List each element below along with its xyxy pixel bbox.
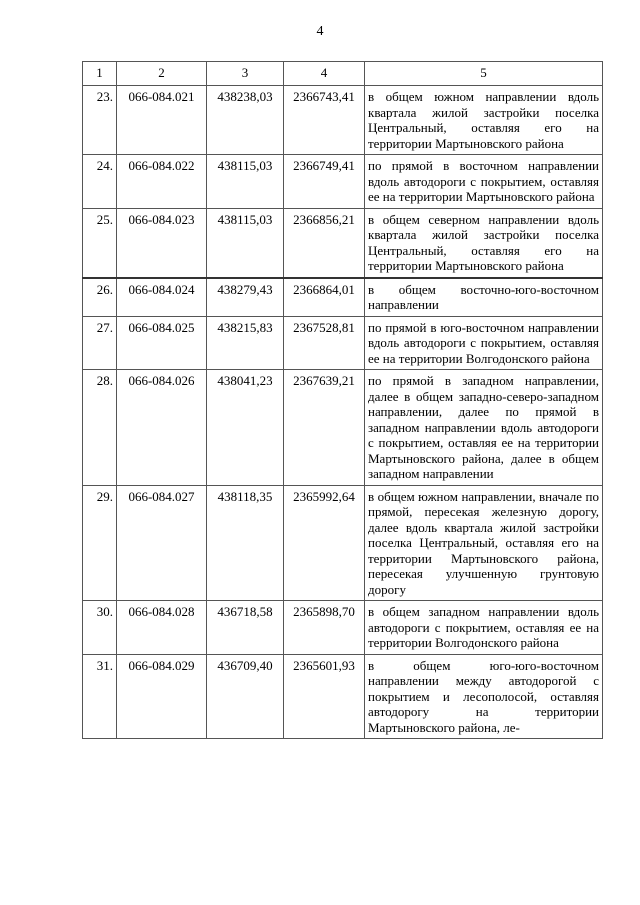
row-number: 31. bbox=[83, 654, 117, 739]
boundary-description: по прямой в юго-восточном направлении вдоль автодороги с покрытием, оставляя ее на территории Волгодонского района bbox=[365, 316, 603, 370]
boundary-points-table bbox=[82, 61, 603, 739]
row-number: 24. bbox=[83, 155, 117, 209]
row-number: 26. bbox=[83, 278, 117, 317]
boundary-description: в общем юго-юго-восточном направлении между автодорогой с покрытием и лесополосой, оставляя автодорогу на территории Мартыновского района, ле- bbox=[365, 654, 603, 739]
coordinate-y: 2366749,41 bbox=[284, 155, 365, 209]
coordinate-y: 2367528,81 bbox=[284, 316, 365, 370]
table-row bbox=[83, 601, 603, 655]
coordinate-x: 438115,03 bbox=[207, 208, 284, 278]
row-number: 27. bbox=[83, 316, 117, 370]
coordinate-x: 438115,03 bbox=[207, 155, 284, 209]
table-header-row bbox=[83, 62, 603, 86]
column-header-x: 3 bbox=[207, 62, 284, 86]
boundary-description: в общем северном направлении вдоль квартала жилой застройки поселка Центральный, оставляя его на территории Мартыновского района bbox=[365, 208, 603, 278]
column-header-number: 1 bbox=[83, 62, 117, 86]
column-header-description: 5 bbox=[365, 62, 603, 86]
table-row bbox=[83, 278, 603, 317]
point-code: 066-084.022 bbox=[117, 155, 207, 209]
table-row bbox=[83, 485, 603, 601]
coordinate-x: 438238,03 bbox=[207, 86, 284, 155]
table-row bbox=[83, 86, 603, 155]
point-code: 066-084.025 bbox=[117, 316, 207, 370]
point-code: 066-084.026 bbox=[117, 370, 207, 486]
table-row bbox=[83, 654, 603, 739]
row-number: 29. bbox=[83, 485, 117, 601]
row-number: 28. bbox=[83, 370, 117, 486]
column-header-code: 2 bbox=[117, 62, 207, 86]
coordinate-y: 2366856,21 bbox=[284, 208, 365, 278]
table-row bbox=[83, 316, 603, 370]
point-code: 066-084.029 bbox=[117, 654, 207, 739]
point-code: 066-084.023 bbox=[117, 208, 207, 278]
point-code: 066-084.028 bbox=[117, 601, 207, 655]
coordinate-y: 2365992,64 bbox=[284, 485, 365, 601]
coordinate-y: 2366743,41 bbox=[284, 86, 365, 155]
point-code: 066-084.027 bbox=[117, 485, 207, 601]
boundary-description: в общем южном направлении, вначале по прямой, пересекая железную дорогу, далее вдоль квартала жилой застройки поселка Центральный, оставляя его на территории Мартыновского района, пересекая улучшенную грунтовую дорогу bbox=[365, 485, 603, 601]
boundary-description: в общем восточно-юго-восточном направлении bbox=[365, 278, 603, 317]
coordinate-y: 2365898,70 bbox=[284, 601, 365, 655]
page-number: 4 bbox=[316, 24, 324, 39]
coordinate-y: 2367639,21 bbox=[284, 370, 365, 486]
row-number: 30. bbox=[83, 601, 117, 655]
coordinate-x: 438041,23 bbox=[207, 370, 284, 486]
boundary-description: по прямой в западном направлении, далее в общем западно-северо-западном направлении, далее по прямой в западном направлении вдоль автодороги с покрытием, оставляя ее на территории Мартыновского района, далее в общем западном направлении bbox=[365, 370, 603, 486]
column-header-y: 4 bbox=[284, 62, 365, 86]
point-code: 066-084.024 bbox=[117, 278, 207, 317]
coordinate-x: 436718,58 bbox=[207, 601, 284, 655]
coordinate-x: 436709,40 bbox=[207, 654, 284, 739]
table-row bbox=[83, 155, 603, 209]
coordinate-x: 438215,83 bbox=[207, 316, 284, 370]
row-number: 23. bbox=[83, 86, 117, 155]
coordinate-x: 438279,43 bbox=[207, 278, 284, 317]
boundary-description: в общем западном направлении вдоль автодороги с покрытием, оставляя ее на территории Волгодонского района bbox=[365, 601, 603, 655]
boundary-description: в общем южном направлении вдоль квартала жилой застройки поселка Центральный, оставляя его на территории Мартыновского района bbox=[365, 86, 603, 155]
boundary-description: по прямой в восточном направлении вдоль автодороги с покрытием, оставляя ее на территории Мартыновского района bbox=[365, 155, 603, 209]
coordinate-x: 438118,35 bbox=[207, 485, 284, 601]
point-code: 066-084.021 bbox=[117, 86, 207, 155]
row-number: 25. bbox=[83, 208, 117, 278]
coordinate-y: 2366864,01 bbox=[284, 278, 365, 317]
coordinate-y: 2365601,93 bbox=[284, 654, 365, 739]
table-row bbox=[83, 208, 603, 278]
table-row bbox=[83, 370, 603, 486]
